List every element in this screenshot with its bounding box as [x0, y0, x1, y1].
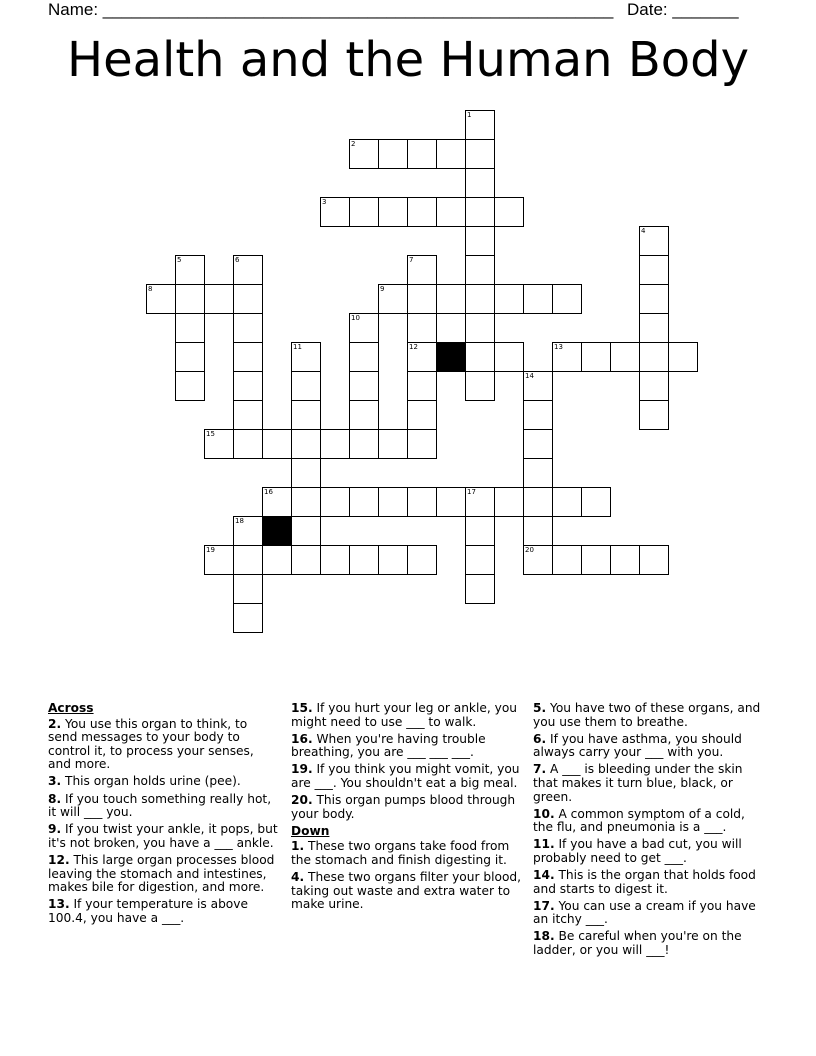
- clue-number: 15: [206, 430, 215, 438]
- clue-text: These two organs filter your blood, taking out waste and extra water to make urine.: [291, 870, 522, 912]
- grid-cell[interactable]: [436, 284, 466, 314]
- clue-item: [48, 823, 280, 850]
- grid-cell[interactable]: [378, 487, 408, 517]
- grid-cell[interactable]: [407, 284, 437, 314]
- clues-column-3: [533, 702, 765, 961]
- grid-cell[interactable]: [349, 313, 379, 343]
- grid-cell[interactable]: [378, 429, 408, 459]
- grid-cell[interactable]: [291, 458, 321, 488]
- grid-cell[interactable]: [233, 284, 263, 314]
- grid-cell[interactable]: [581, 342, 611, 372]
- clue-item: [48, 854, 280, 895]
- date-line: Date: _______: [627, 0, 739, 19]
- grid-cell[interactable]: [552, 545, 582, 575]
- grid-cell[interactable]: [407, 342, 437, 372]
- clue-number-label: 14.: [533, 868, 555, 883]
- grid-cell[interactable]: [465, 255, 495, 285]
- grid-cell[interactable]: [436, 197, 466, 227]
- grid-cell[interactable]: [291, 516, 321, 546]
- grid-cell[interactable]: [291, 371, 321, 401]
- clues-column-2: [291, 702, 523, 915]
- grid-cell[interactable]: [378, 197, 408, 227]
- clue-text: If you hurt your leg or ankle, you might need to use ___ to walk.: [291, 701, 517, 729]
- clue-number-label: 20.: [291, 793, 313, 808]
- clue-number-label: 12.: [48, 852, 70, 867]
- grid-cell[interactable]: [407, 313, 437, 343]
- grid-cell[interactable]: [494, 342, 524, 372]
- black-cell: [436, 342, 466, 372]
- grid-cell[interactable]: [523, 371, 553, 401]
- clue-item: [291, 702, 523, 729]
- grid-cell[interactable]: [639, 371, 669, 401]
- grid-cell[interactable]: [233, 545, 263, 575]
- clue-number-label: 15.: [291, 701, 313, 715]
- clue-number: 10: [351, 314, 360, 322]
- clue-item: [48, 793, 280, 820]
- grid-cell[interactable]: [465, 342, 495, 372]
- grid-cell[interactable]: [494, 197, 524, 227]
- grid-cell[interactable]: [465, 110, 495, 140]
- clue-item: [533, 808, 765, 835]
- clue-text: You use this organ to think, to send messages to your body to control it, to process your senses, and more.: [48, 716, 254, 772]
- grid-cell[interactable]: [407, 371, 437, 401]
- grid-cell[interactable]: [262, 487, 292, 517]
- grid-cell[interactable]: [349, 487, 379, 517]
- clue-item: [533, 733, 765, 760]
- grid-cell[interactable]: [494, 487, 524, 517]
- grid-cell[interactable]: [349, 197, 379, 227]
- grid-cell[interactable]: [523, 487, 553, 517]
- grid-cell[interactable]: [233, 603, 263, 633]
- clue-number: 19: [206, 546, 215, 554]
- grid-cell[interactable]: [291, 487, 321, 517]
- grid-cell[interactable]: [349, 139, 379, 169]
- grid-cell[interactable]: [233, 400, 263, 430]
- grid-cell[interactable]: [639, 400, 669, 430]
- grid-cell[interactable]: [552, 487, 582, 517]
- clue-item: [48, 775, 280, 789]
- grid-cell[interactable]: [581, 487, 611, 517]
- grid-cell[interactable]: [407, 139, 437, 169]
- clue-number-label: 3.: [48, 774, 62, 789]
- grid-cell[interactable]: [233, 342, 263, 372]
- grid-cell[interactable]: [175, 371, 205, 401]
- clue-number: 2: [351, 140, 356, 148]
- grid-cell[interactable]: [639, 342, 669, 372]
- clue-number: 13: [554, 343, 563, 351]
- clue-number-label: 5.: [533, 701, 547, 715]
- down-heading: Down: [291, 823, 330, 838]
- grid-cell[interactable]: [175, 342, 205, 372]
- clue-item: [533, 763, 765, 804]
- grid-cell[interactable]: [175, 313, 205, 343]
- grid-cell[interactable]: [465, 371, 495, 401]
- grid-cell[interactable]: [523, 284, 553, 314]
- grid-cell[interactable]: [465, 197, 495, 227]
- grid-cell[interactable]: [349, 400, 379, 430]
- grid-cell[interactable]: [465, 487, 495, 517]
- grid-cell[interactable]: [523, 400, 553, 430]
- grid-cell[interactable]: [523, 429, 553, 459]
- clue-number-label: 16.: [291, 731, 313, 746]
- grid-cell[interactable]: [204, 429, 234, 459]
- clue-number: 3: [322, 198, 327, 206]
- grid-cell[interactable]: [639, 226, 669, 256]
- clue-number-label: 19.: [291, 762, 313, 777]
- clue-text: A ___ is bleeding under the skin that makes it turn blue, black, or green.: [533, 762, 743, 804]
- grid-cell[interactable]: [262, 429, 292, 459]
- clue-number-label: 8.: [48, 791, 62, 806]
- clue-text: If you twist your ankle, it pops, but it's not broken, you have a ___ ankle.: [48, 822, 278, 850]
- grid-cell[interactable]: [465, 545, 495, 575]
- grid-cell[interactable]: [349, 342, 379, 372]
- clue-number: 14: [525, 372, 534, 380]
- grid-cell[interactable]: [233, 574, 263, 604]
- clue-item: [291, 871, 523, 912]
- clue-number-label: 18.: [533, 929, 555, 944]
- clue-item: [533, 869, 765, 896]
- clue-item: [291, 733, 523, 760]
- grid-cell[interactable]: [552, 342, 582, 372]
- grid-cell[interactable]: [494, 284, 524, 314]
- clue-number-label: 13.: [48, 897, 70, 912]
- clue-number-label: 7.: [533, 762, 547, 777]
- grid-cell[interactable]: [204, 545, 234, 575]
- clue-number-label: 9.: [48, 822, 62, 837]
- grid-cell[interactable]: [233, 255, 263, 285]
- grid-cell[interactable]: [436, 139, 466, 169]
- clue-item: [533, 930, 765, 957]
- grid-cell[interactable]: [349, 371, 379, 401]
- grid-cell[interactable]: [552, 284, 582, 314]
- clue-text: If you have a bad cut, you will probably need to get ___.: [533, 837, 742, 865]
- grid-cell[interactable]: [465, 574, 495, 604]
- grid-cell[interactable]: [610, 342, 640, 372]
- clue-item: [291, 840, 523, 867]
- clue-text: These two organs take food from the stomach and finish digesting it.: [291, 839, 510, 867]
- clue-text: This large organ processes blood leaving the stomach and intestines, makes bile for digestion, and more.: [48, 852, 275, 895]
- grid-cell[interactable]: [233, 429, 263, 459]
- clue-text: This organ holds urine (pee).: [61, 774, 241, 789]
- name-line: Name: ______________________________________________________: [48, 0, 614, 19]
- grid-cell[interactable]: [407, 429, 437, 459]
- clues-column-1: [48, 702, 280, 929]
- clue-text: You have two of these organs, and you use them to breathe.: [533, 701, 761, 729]
- grid-cell[interactable]: [581, 545, 611, 575]
- grid-cell[interactable]: [523, 545, 553, 575]
- grid-cell[interactable]: [639, 284, 669, 314]
- clue-item: [291, 794, 523, 821]
- grid-cell[interactable]: [639, 545, 669, 575]
- clue-number: 5: [177, 256, 182, 264]
- grid-cell[interactable]: [233, 516, 263, 546]
- clue-number: 6: [235, 256, 240, 264]
- clue-number: 20: [525, 546, 534, 554]
- grid-cell[interactable]: [175, 255, 205, 285]
- grid-cell[interactable]: [146, 284, 176, 314]
- page-title: Health and the Human Body: [66, 32, 749, 88]
- grid-cell[interactable]: [465, 168, 495, 198]
- grid-cell[interactable]: [523, 516, 553, 546]
- clue-item: [48, 898, 280, 925]
- grid-cell[interactable]: [465, 226, 495, 256]
- grid-cell[interactable]: [465, 139, 495, 169]
- clue-number-label: 11.: [533, 837, 555, 852]
- clue-number: 18: [235, 517, 244, 525]
- grid-cell[interactable]: [291, 342, 321, 372]
- grid-cell[interactable]: [407, 400, 437, 430]
- clue-text: If you have asthma, you should always carry your ___ with you.: [533, 731, 742, 760]
- clue-item: [48, 718, 280, 772]
- grid-cell[interactable]: [668, 342, 698, 372]
- clue-number: 8: [148, 285, 153, 293]
- grid-cell[interactable]: [291, 400, 321, 430]
- clue-number-label: 10.: [533, 806, 555, 821]
- clue-number: 1: [467, 111, 472, 119]
- grid-cell[interactable]: [465, 516, 495, 546]
- clue-text: A common symptom of a cold, the flu, and pneumonia is a ___.: [533, 806, 745, 835]
- clue-text: If your temperature is above 100.4, you have a ___.: [48, 897, 248, 925]
- clue-number: 4: [641, 227, 646, 235]
- clue-text: This organ pumps blood through your body.: [291, 793, 516, 821]
- grid-cell[interactable]: [291, 429, 321, 459]
- grid-cell[interactable]: [465, 313, 495, 343]
- grid-cell[interactable]: [378, 139, 408, 169]
- clue-number: 11: [293, 343, 302, 351]
- clue-text: If you touch something really hot, it will ___ you.: [48, 791, 272, 820]
- clue-number: 12: [409, 343, 418, 351]
- clue-number: 16: [264, 488, 273, 496]
- clue-number-label: 6.: [533, 731, 547, 746]
- grid-cell[interactable]: [639, 313, 669, 343]
- grid-cell[interactable]: [407, 487, 437, 517]
- clue-item: [291, 763, 523, 790]
- grid-cell[interactable]: [407, 545, 437, 575]
- clue-item: [533, 900, 765, 927]
- grid-cell[interactable]: [233, 371, 263, 401]
- clue-text: This is the organ that holds food and starts to digest it.: [533, 868, 756, 896]
- grid-cell[interactable]: [320, 197, 350, 227]
- grid-cell[interactable]: [639, 255, 669, 285]
- clue-text: If you think you might vomit, you are ___. You shouldn't eat a big meal.: [291, 762, 520, 790]
- clue-number-label: 17.: [533, 898, 555, 913]
- grid-cell[interactable]: [378, 545, 408, 575]
- clue-item: [533, 838, 765, 865]
- clue-text: When you're having trouble breathing, you are ___ ___ ___.: [291, 731, 486, 760]
- clue-text: You can use a cream if you have an itchy ___.: [533, 898, 756, 927]
- grid-cell[interactable]: [407, 255, 437, 285]
- grid-cell[interactable]: [523, 458, 553, 488]
- black-cell: [262, 516, 292, 546]
- clue-number-label: 4.: [291, 870, 305, 885]
- grid-cell[interactable]: [407, 197, 437, 227]
- clue-item: [533, 702, 765, 729]
- clue-number: 7: [409, 256, 414, 264]
- grid-cell[interactable]: [436, 487, 466, 517]
- grid-cell[interactable]: [262, 545, 292, 575]
- grid-cell[interactable]: [320, 487, 350, 517]
- clue-number-label: 1.: [291, 839, 305, 854]
- grid-cell[interactable]: [610, 545, 640, 575]
- clue-text: Be careful when you're on the ladder, or you will ___!: [533, 929, 742, 957]
- grid-cell[interactable]: [378, 284, 408, 314]
- clue-number: 9: [380, 285, 385, 293]
- grid-cell[interactable]: [204, 284, 234, 314]
- clue-number-label: 2.: [48, 716, 62, 731]
- grid-cell[interactable]: [233, 313, 263, 343]
- across-heading: Across: [48, 701, 94, 715]
- grid-cell[interactable]: [320, 545, 350, 575]
- grid-cell[interactable]: [349, 545, 379, 575]
- grid-cell[interactable]: [349, 429, 379, 459]
- grid-cell[interactable]: [175, 284, 205, 314]
- clue-number: 17: [467, 488, 476, 496]
- grid-cell[interactable]: [465, 284, 495, 314]
- grid-cell[interactable]: [291, 545, 321, 575]
- grid-cell[interactable]: [320, 429, 350, 459]
